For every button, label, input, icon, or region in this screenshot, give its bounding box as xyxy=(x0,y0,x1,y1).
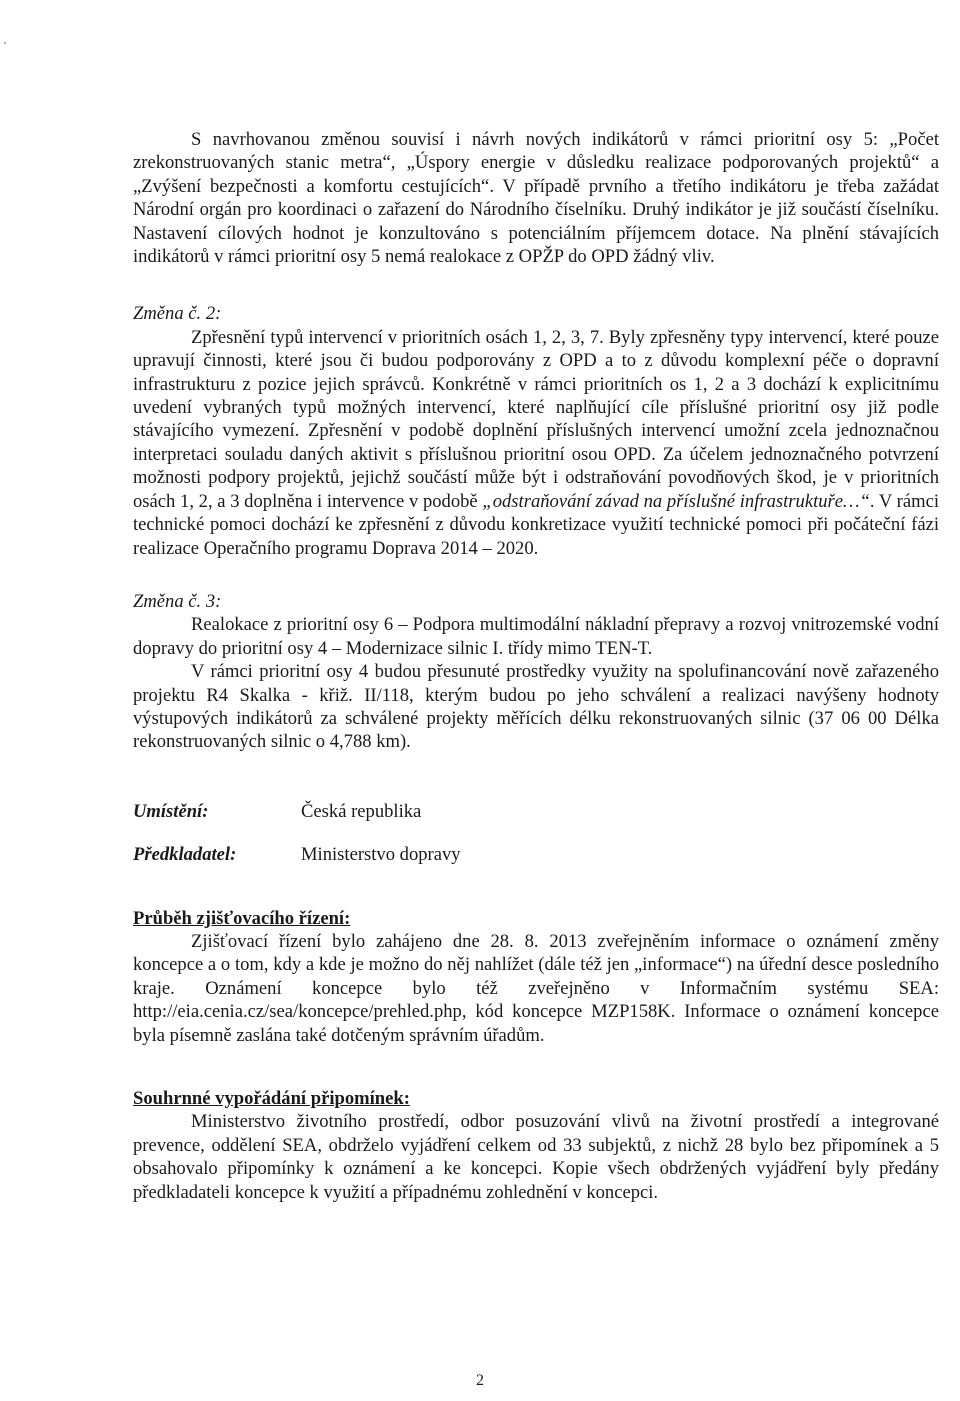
heading-zmena-3: Změna č. 3: xyxy=(133,590,222,612)
field-predkladatel xyxy=(133,843,939,866)
zmena-2-text-before: Zpřesnění typů intervencí v prioritních osách 1, 2, 3, 7. Byly zpřesněny typy intervencí, které pouze upravují činnosti, které jsou či budou podporovány z OPD a to z důvodu komplexní péče o dopravní infrastrukturu z pozice jejich správců. Konkrétně v rámci prioritních os 1, 2 a 3 dochází k explicitnímu uvedení vybraných typů možných intervencí, které naplňující cíle příslušné prioritní osy již podle stávajícího vymezení. Zpřesnění v podobě doplnění příslušných intervencí umožní zcela jednoznačnou interpretaci souladu daných aktivit s příslušnou prioritní osou OPD. Za účelem jednoznačného potvrzení možnosti podpory projektů, jejichž součástí může být i odstraňování povodňových škod, je v prioritních osách 1, 2, a 3 doplněna i intervence v podobě xyxy=(133,326,939,512)
page-number: 2 xyxy=(476,1372,484,1389)
field-umisteni xyxy=(133,800,939,823)
paragraph-zmena-2 xyxy=(133,326,939,560)
scan-speck xyxy=(4,42,6,44)
heading-zmena-2: Změna č. 2: xyxy=(133,303,222,325)
umisteni-label: Umístění: xyxy=(133,800,209,822)
umisteni-value: Česká republika xyxy=(301,800,422,822)
paragraph-souhrnne: Ministerstvo životního prostředí, odbor posuzování vlivů na životní prostředí a integrované prevence, oddělení SEA, obdrželo vyjádření celkem od 33 subjektů, z nichž 28 bylo bez připomínek a 5 obsahovalo připomínky k oznámení a ke koncepci. Kopie všech obdržených vyjádření byly předány předkladateli koncepce k využití a případnému zohlednění v koncepci. xyxy=(133,1111,939,1203)
zmena-2-text-after: . V rámci technické pomoci dochází ke zpřesnění z důvodu konkretizace využití technické pomoci při počáteční fázi realizace Operačního programu Doprava 2014 – 2020. xyxy=(133,490,939,559)
paragraph-prubeh: Zjišťovací řízení bylo zahájeno dne 28. 8. 2013 zveřejněním informace o oznámení změny koncepce a o tom, kdy a kde je možno do něj nahlížet (dále též jen „informace“) na úřední desce posledního kraje. Oznámení koncepce bylo též zveřejněno v Informačním systému SEA: http://eia.cenia.cz/sea/koncepce/prehled.php, kód koncepce MZP158K. Informace o oznámení koncepce byla písemně zaslána také dotčeným správním úřadům. xyxy=(133,930,939,1046)
paragraph-zmena-3-realokace: Realokace z prioritní osy 6 – Podpora multimodální nákladní přepravy a rozvoj vnitrozemské vodní dopravy do prioritní osy 4 – Modernizace silnic I. třídy mimo TEN-T. xyxy=(133,614,939,659)
page-content xyxy=(133,128,939,1204)
paragraph-zmena-3-prostredky: V rámci prioritní osy 4 budou přesunuté prostředky využity na spolufinancování nově zařazeného projektu R4 Skalka - křiž. II/118, kterým budou po jeho schválení a realizaci navýšeny hodnoty výstupových indikátorů za schválené projekty měřících délku rekonstruovaných silnic (37 06 00 Délka rekonstruovaných silnic o 4,788 km). xyxy=(133,661,939,753)
section-title-souhrnne: Souhrnné vypořádání připomínek: xyxy=(133,1088,410,1109)
paragraph-indicators: S navrhovanou změnou souvisí i návrh nových indikátorů v rámci prioritní osy 5: „Počet zrekonstruovaných stanic metra“, „Úspory energie v důsledku realizace podporovaných projektů“ a „Zvýšení bezpečnosti a komfortu cestujících“. V případě prvního a třetího indikátoru je třeba zažádat Národní orgán pro koordinaci o zařazení do Národního číselníku. Druhý indikátor je již součástí číselníku. Nastavení cílových hodnot je konzultováno s potenciálním příjemcem dotace. Na plnění stávajících indikátorů v rámci prioritní osy 5 nemá realokace z OPŽP do OPD žádný vliv. xyxy=(133,129,939,268)
section-title-prubeh: Průběh zjišťovacího řízení: xyxy=(133,907,351,929)
predkladatel-label: Předkladatel: xyxy=(133,844,237,866)
zmena-2-text-italic: „odstraňování závad na příslušné infrastruktuře…“ xyxy=(482,490,870,512)
predkladatel-value: Ministerstvo dopravy xyxy=(301,844,461,866)
